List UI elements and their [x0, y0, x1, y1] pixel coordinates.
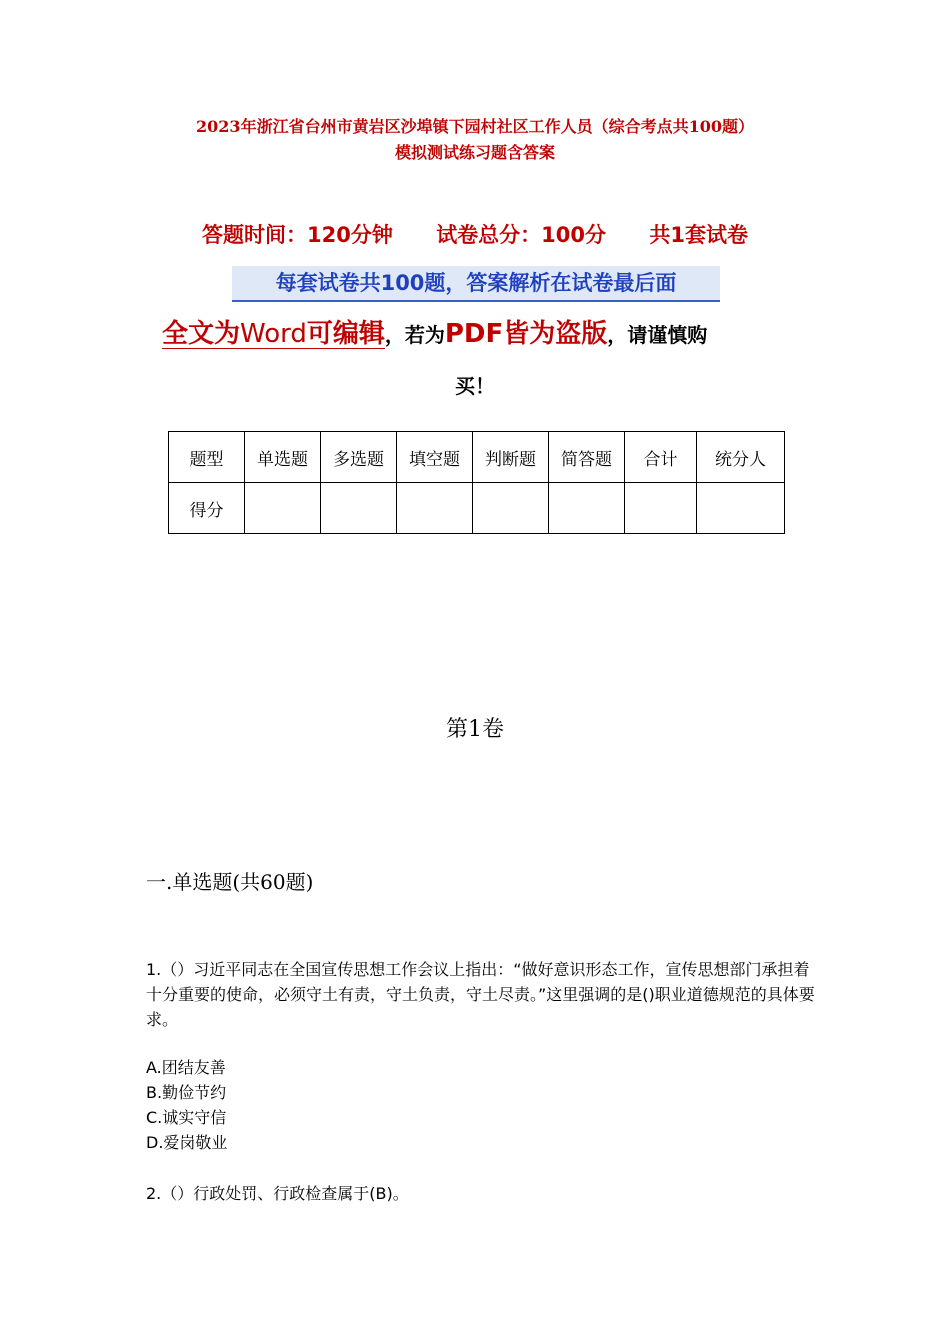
score-table-score-row	[169, 483, 785, 534]
score-cell	[625, 483, 697, 534]
option-a: A.团结友善	[146, 1058, 226, 1077]
score-table	[168, 431, 785, 534]
question-1: 1.（）习近平同志在全国宣传思想工作会议上指出：“做好意识形态工作，宣传思想部门承担着十分重要的使命，必须守土有责，守土负责，守土尽责。”这里强调的是()职业道德规范的具体要求。	[146, 960, 815, 1029]
notice-banner-text: 每套试卷共100题，答案解析在试卷最后面	[275, 271, 677, 295]
option-b: B.勤俭节约	[146, 1083, 227, 1102]
score-table-header-row	[169, 432, 785, 483]
warning-part-6: ，请谨慎购	[607, 323, 708, 347]
page-title	[0, 114, 950, 166]
exam-set-count: 共1套试卷	[649, 223, 748, 247]
header-cell: 多选题	[321, 432, 397, 483]
option-c: C.诚实守信	[146, 1108, 227, 1127]
option-d: D.爱岗敬业	[146, 1133, 228, 1152]
volume-title: 第1卷	[446, 717, 504, 742]
warning-part-4: ，若为	[384, 323, 445, 347]
header-cell: 简答题	[549, 432, 625, 483]
score-cell	[473, 483, 549, 534]
word-editable-note	[162, 319, 385, 349]
exam-time: 答题时间：120分钟	[202, 223, 393, 247]
section-title: 一.单选题(共60题)	[146, 870, 314, 894]
header-cell: 题型	[169, 432, 245, 483]
exam-info	[0, 219, 950, 249]
warning-line-2: 买！	[455, 374, 495, 398]
header-cell: 统分人	[697, 432, 785, 483]
row-label: 得分	[169, 483, 245, 534]
notice-banner	[232, 266, 720, 302]
warning-pdf: PDF皆为盗版	[444, 319, 608, 349]
question-1-options	[146, 1055, 227, 1155]
exam-total-score: 试卷总分：100分	[436, 223, 607, 247]
warning-word: Word	[240, 319, 307, 349]
warning-part-3: 可编辑	[306, 319, 385, 349]
warning-part-1: 全文为	[162, 319, 241, 349]
header-cell: 合计	[625, 432, 697, 483]
title-line-1: 2023年浙江省台州市黄岩区沙埠镇下园村社区工作人员（综合考点共100题）	[196, 117, 754, 136]
header-cell: 判断题	[473, 432, 549, 483]
header-cell: 单选题	[245, 432, 321, 483]
score-cell	[321, 483, 397, 534]
header-cell: 填空题	[397, 432, 473, 483]
score-cell	[245, 483, 321, 534]
title-line-2: 模拟测试练习题含答案	[394, 143, 555, 162]
score-cell	[549, 483, 625, 534]
score-cell	[697, 483, 785, 534]
copyright-warning	[162, 312, 802, 359]
score-cell	[397, 483, 473, 534]
question-2: 2.（）行政处罚、行政检查属于(B)。	[146, 1184, 409, 1203]
